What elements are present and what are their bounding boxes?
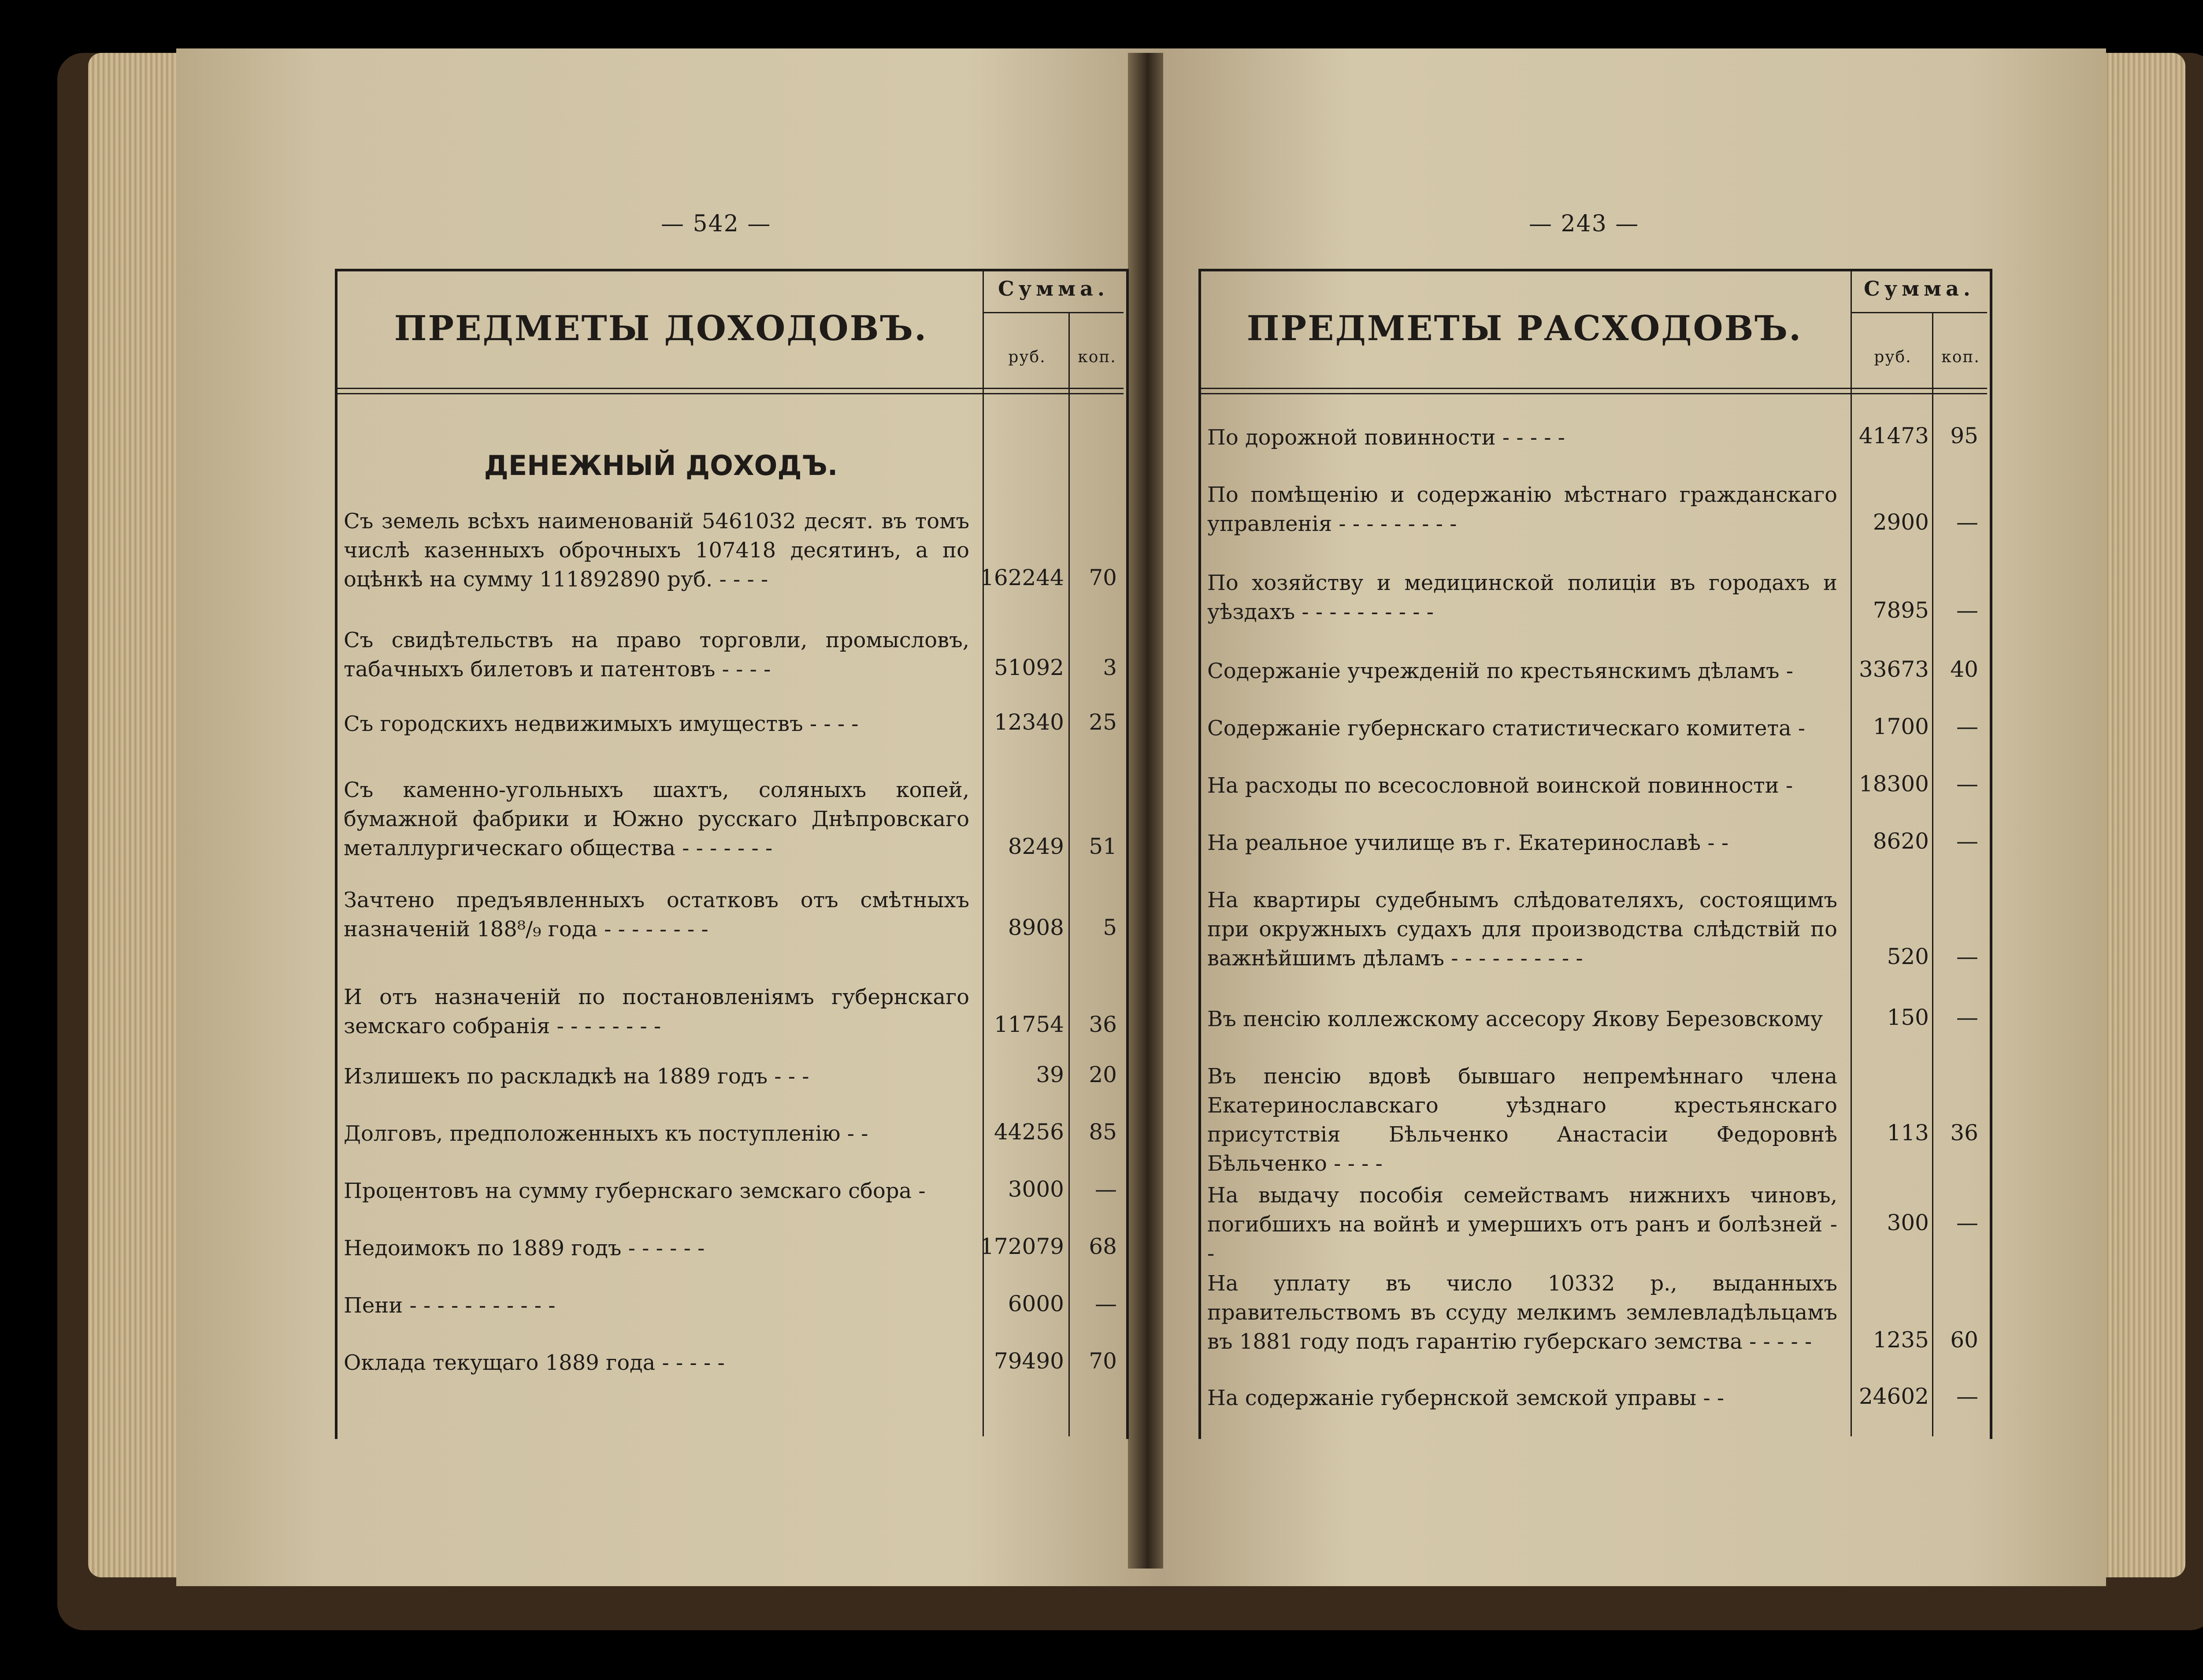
right_page-entry-text: Въ пенсію коллежскому ассесору Якову Березовскому: [1207, 1007, 1823, 1031]
left_page-entry-text: И отъ назначеній по постановленіямъ губернскаго земскаго собранія - - - - - - - -: [344, 985, 969, 1038]
right_page-entry-rub: 1235: [1873, 1327, 1929, 1353]
right_page-entry-text: На реальное училище въ г. Екатеринославѣ - -: [1207, 831, 1729, 855]
left_page-entry-kop: —: [1095, 1176, 1117, 1202]
left-section-title: ДЕНЕЖНЫЙ ДОХОДЪ.: [484, 449, 838, 482]
right_page-entry-rub: 7895: [1873, 597, 1929, 623]
right_page-entry-rub: 1700: [1873, 714, 1929, 739]
right_page-entry-rub: 41473: [1858, 423, 1929, 449]
right_page-entry-text: Содержаніе учрежденій по крестьянскимъ дѣламъ -: [1207, 659, 1794, 683]
left-sum-header: Сумма.: [998, 277, 1109, 300]
left-header-rule-2: [337, 393, 1124, 394]
book-spine: [1128, 53, 1168, 1569]
right_page-entry-rub: 8620: [1873, 828, 1929, 854]
left_page-entry-kop: 36: [1089, 1012, 1117, 1037]
right_page-entry-text: На выдачу пособія семействамъ нижнихъ чиновъ, погибшихъ на войнѣ и умершихъ отъ ранъ и болѣзней - -: [1207, 1183, 1837, 1266]
right_page-entry-kop: —: [1956, 1210, 1978, 1235]
right-header-title: ПРЕДМЕТЫ РАСХОДОВЪ.: [1246, 308, 1802, 349]
right_page-entry-text: По хозяйству и медицинской полиціи въ городахъ и уѣздахъ - - - - - - - - - -: [1207, 571, 1837, 624]
right-sum-rule: [1851, 312, 1987, 313]
left_page-entry-rub: 11754: [994, 1012, 1064, 1037]
left_page-entry-kop: 25: [1089, 709, 1117, 735]
right-header-rule: [1201, 388, 1987, 389]
left-header-title: ПРЕДМЕТЫ ДОХОДОВЪ.: [394, 308, 928, 349]
right_page-entry-rub: 113: [1887, 1120, 1929, 1146]
right_page-entry-kop: —: [1956, 1005, 1978, 1030]
left_page-entry-rub: 6000: [1008, 1291, 1064, 1317]
right_page-entry-kop: —: [1956, 771, 1978, 797]
right_page-entry-rub: 33673: [1858, 656, 1929, 682]
right_page-entry-rub: 24602: [1858, 1383, 1929, 1409]
left_page-entry-rub: 8908: [1008, 915, 1064, 940]
right_page-entry-text: Содержаніе губернскаго статистическаго комитета -: [1207, 716, 1806, 741]
right-col-divider-kop: [1932, 313, 1933, 1436]
left_page-entry-rub: 51092: [994, 655, 1064, 680]
right_page-entry-text: На расходы по всесословной воинской повинности -: [1207, 773, 1793, 798]
left_page-entry-text: Съ земель всѣхъ наименованій 5461032 десят. въ томъ числѣ казенныхъ оброчныхъ 107418 десятинъ, а по оцѣнкѣ на сумму 111892890 руб. - - - -: [344, 509, 969, 592]
left_page-entry-kop: 3: [1103, 655, 1117, 680]
right_page-entry-kop: —: [1956, 828, 1978, 854]
left_page-entry-text: Недоимокъ по 1889 годъ - - - - - -: [344, 1236, 705, 1261]
right_page-entry-text: По помѣщенію и содержанію мѣстнаго гражданскаго управленія - - - - - - - - -: [1207, 482, 1837, 536]
left-col-divider-kop: [1068, 313, 1070, 1436]
left_page-entry-text: Излишекъ по раскладкѣ на 1889 годъ - - -: [344, 1064, 809, 1089]
right-header-rule-2: [1201, 393, 1987, 394]
left_page-entry-kop: 51: [1089, 834, 1117, 859]
left_page-entry-kop: —: [1095, 1291, 1117, 1317]
left-header-rule: [337, 388, 1124, 389]
left_page-entry-text: Зачтено предъявленныхъ остатковъ отъ смѣтныхъ назначеній 188⁸/₉ года - - - - - - - -: [344, 888, 969, 942]
right_page-entry-text: На содержаніе губернской земской управы - -: [1207, 1386, 1725, 1410]
right_page-entry-kop: —: [1956, 1383, 1978, 1409]
right_page-entry-rub: 18300: [1858, 771, 1929, 797]
left_page-entry-kop: 20: [1089, 1062, 1117, 1087]
right_page-entry-text: На уплату въ число 10332 р., выданныхъ правительствомъ въ ссуду мелкимъ землевладѣльцамъ въ 1881 году подъ гарантію губерскаго земства - - - - -: [1207, 1271, 1837, 1354]
left_page-entry-text: Процентовъ на сумму губернскаго земскаго сбора -: [344, 1179, 926, 1203]
right_page-entry-kop: 95: [1950, 423, 1978, 449]
left_page-entry-text: Пени - - - - - - - - - - -: [344, 1293, 556, 1318]
right_page-entry-kop: —: [1956, 509, 1978, 535]
left_page-entry-kop: 70: [1089, 1348, 1117, 1374]
left_page-entry-rub: 8249: [1008, 834, 1064, 859]
left_page-entry-text: Долговъ, предположенныхъ къ поступленію - -: [344, 1121, 868, 1146]
right_page-entry-kop: 40: [1950, 656, 1978, 682]
right-kop-header: коп.: [1941, 348, 1980, 366]
right_page-entry-rub: 2900: [1873, 509, 1929, 535]
right-page-number: — 243 —: [1529, 211, 1639, 237]
left_page-entry-kop: 85: [1089, 1119, 1117, 1145]
left_page-entry-text: Съ свидѣтельствъ на право торговли, промысловъ, табачныхъ билетовъ и патентовъ - - - -: [344, 628, 969, 682]
left_page-entry-rub: 12340: [994, 709, 1064, 735]
left_page-entry-rub: 172079: [980, 1234, 1064, 1259]
right_page-entry-kop: 60: [1950, 1327, 1978, 1353]
left_page-entry-kop: 5: [1103, 915, 1117, 940]
right_page-entry-rub: 150: [1887, 1005, 1929, 1030]
left_page-entry-rub: 39: [1036, 1062, 1064, 1087]
right-rub-header: руб.: [1874, 348, 1912, 366]
right_page-entry-rub: 300: [1887, 1210, 1929, 1235]
right_page-entry-kop: —: [1956, 714, 1978, 739]
left_page-entry-kop: 70: [1089, 565, 1117, 590]
right_page-entry-kop: 36: [1950, 1120, 1978, 1146]
right_page-entry-text: Въ пенсію вдовѣ бывшаго непремѣннаго члена Екатеринославскаго уѣзднаго крестьянскаго присутствія Бѣльченко Анастасіи Федоровнѣ Бѣльченко - - - -: [1207, 1064, 1837, 1176]
right-sum-header: Сумма.: [1864, 277, 1975, 300]
left_page-entry-rub: 3000: [1008, 1176, 1064, 1202]
left_page-entry-rub: 44256: [994, 1119, 1064, 1145]
left_page-entry-rub: 162244: [980, 565, 1064, 590]
left_page-entry-rub: 79490: [994, 1348, 1064, 1374]
right_page-entry-text: По дорожной повинности - - - - -: [1207, 425, 1565, 450]
left-rub-header: руб.: [1008, 348, 1046, 366]
left_page-entry-kop: 68: [1089, 1234, 1117, 1259]
right_page-entry-kop: —: [1956, 944, 1978, 969]
left-kop-header: коп.: [1078, 348, 1116, 366]
right_page-entry-text: На квартиры судебнымъ слѣдователяхъ, состоящимъ при окружныхъ судахъ для производства слѣдствій по важнѣйшимъ дѣламъ - - - - - - - - - -: [1207, 888, 1837, 971]
left_page-entry-text: Съ городскихъ недвижимыхъ имуществъ - - - -: [344, 712, 859, 736]
left-page-number: — 542 —: [661, 211, 771, 237]
right_page-entry-kop: —: [1956, 597, 1978, 623]
left-sum-rule: [983, 312, 1124, 313]
left_page-entry-text: Оклада текущаго 1889 года - - - - -: [344, 1350, 725, 1375]
left_page-entry-text: Съ каменно-угольныхъ шахтъ, соляныхъ копей, бумажной фабрики и Южно русскаго Днѣпровскаго металлургическаго общества - - - - - - -: [344, 778, 969, 860]
right_page-entry-rub: 520: [1887, 944, 1929, 969]
